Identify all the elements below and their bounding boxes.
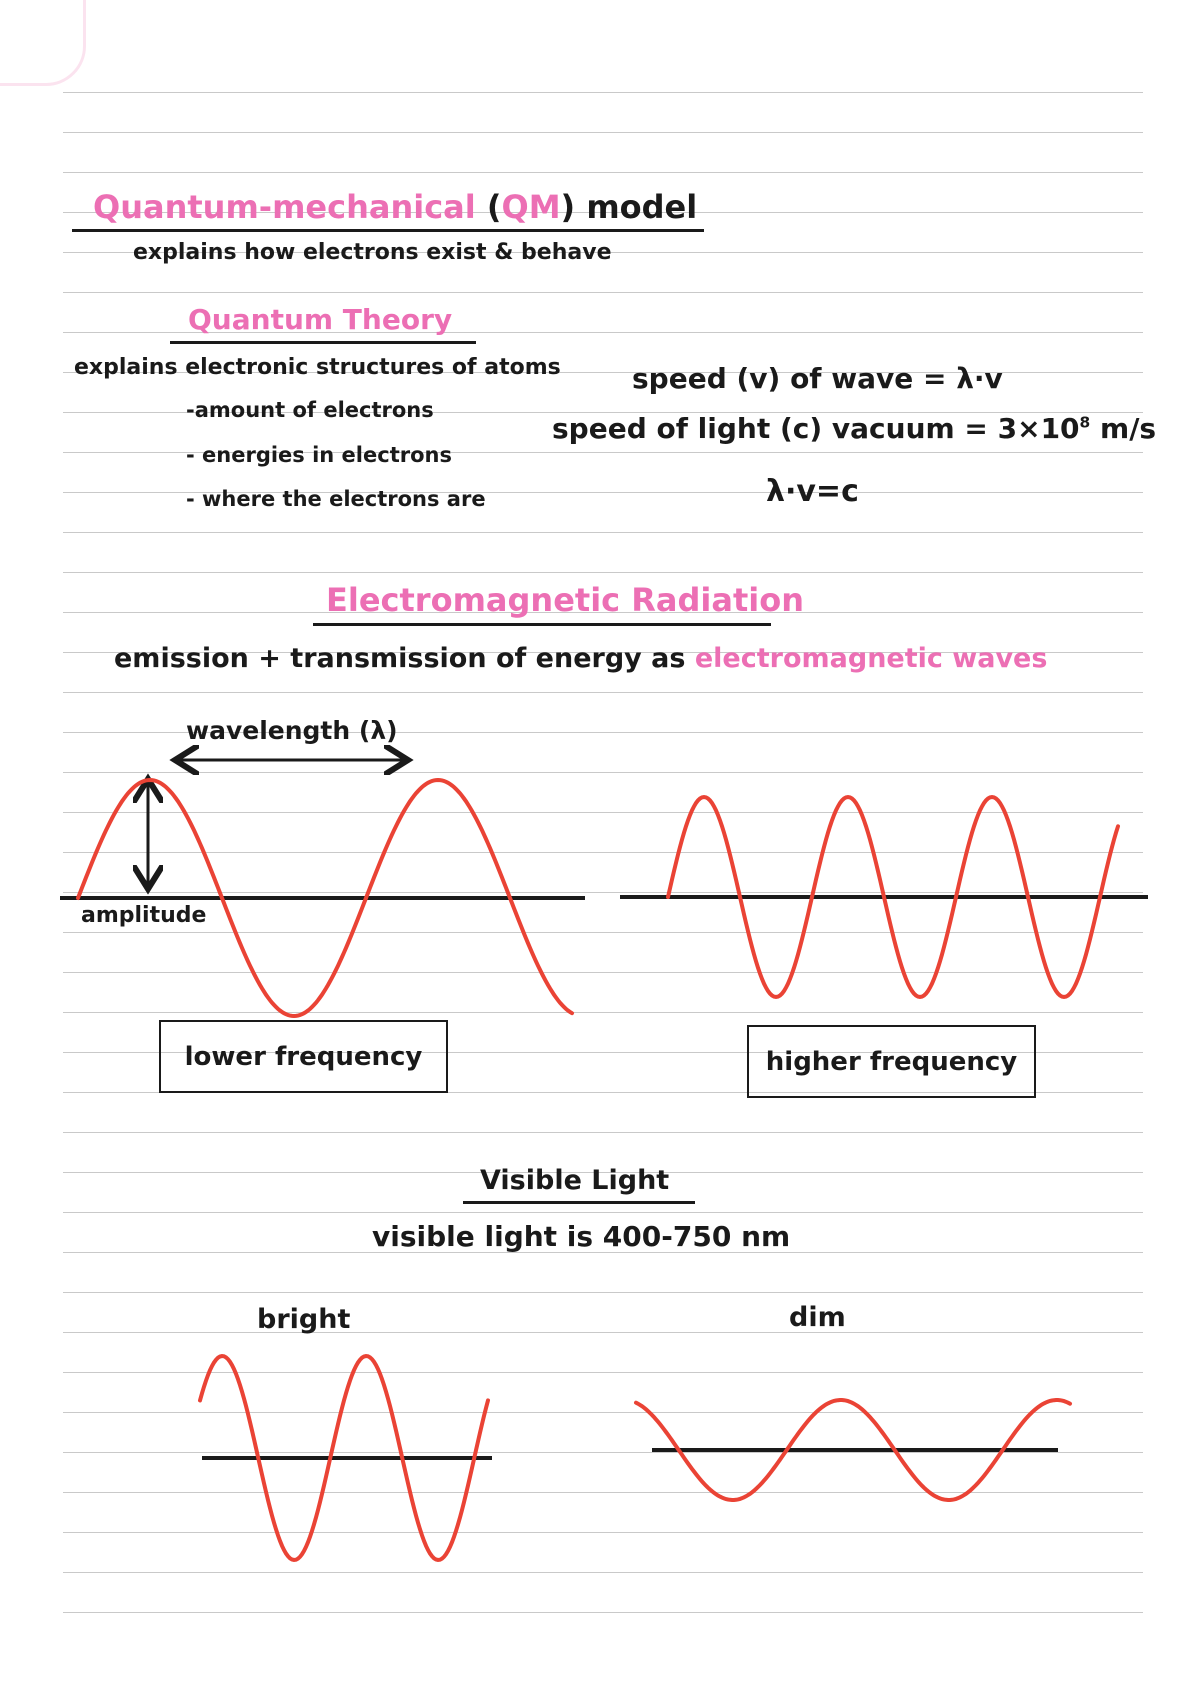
title-pink-part: Quantum-mechanical: [93, 188, 476, 226]
lower-frequency-box: [159, 1020, 448, 1093]
amplitude-label: amplitude: [81, 903, 207, 928]
visible-light-heading: Visible Light: [480, 1165, 670, 1196]
em-definition-highlight: electromagnetic waves: [694, 643, 1048, 674]
bright-label: bright: [257, 1304, 351, 1335]
higher-frequency-label: higher frequency: [765, 1046, 1018, 1077]
speed-of-wave-formula: speed (v) of wave = λ·v: [632, 362, 1003, 395]
relation-formula: λ·v=c: [766, 474, 859, 509]
speed-of-light-unit: m/s: [1090, 412, 1157, 445]
speed-of-light-exponent: 8: [1079, 413, 1091, 432]
title-rest: ) model: [560, 188, 698, 226]
quantum-theory-description: explains electronic structures of atoms: [74, 355, 561, 380]
bullet-item: - where the electrons are: [186, 487, 486, 511]
lower-frequency-label: lower frequency: [184, 1041, 423, 1072]
visible-light-range: visible light is 400-750 nm: [372, 1220, 791, 1253]
visible-light-underline: [463, 1201, 695, 1204]
title-paren-open: (: [475, 188, 502, 226]
em-definition-prefix: emission + transmission of energy as: [114, 643, 695, 674]
page-subtitle: explains how electrons exist & behave: [133, 240, 612, 265]
dim-label: dim: [789, 1302, 846, 1333]
quantum-theory-heading: Quantum Theory: [188, 303, 453, 336]
bullet-item: - energies in electrons: [186, 443, 452, 467]
title-acronym: QM: [501, 188, 561, 226]
wavelength-label: wavelength (λ): [186, 716, 398, 745]
speed-of-light-prefix: speed of light (c) vacuum = 3×10: [552, 412, 1080, 445]
bullet-item: -amount of electrons: [186, 398, 434, 422]
higher-frequency-box: [747, 1025, 1036, 1098]
em-radiation-heading: Electromagnetic Radiation: [326, 581, 804, 619]
